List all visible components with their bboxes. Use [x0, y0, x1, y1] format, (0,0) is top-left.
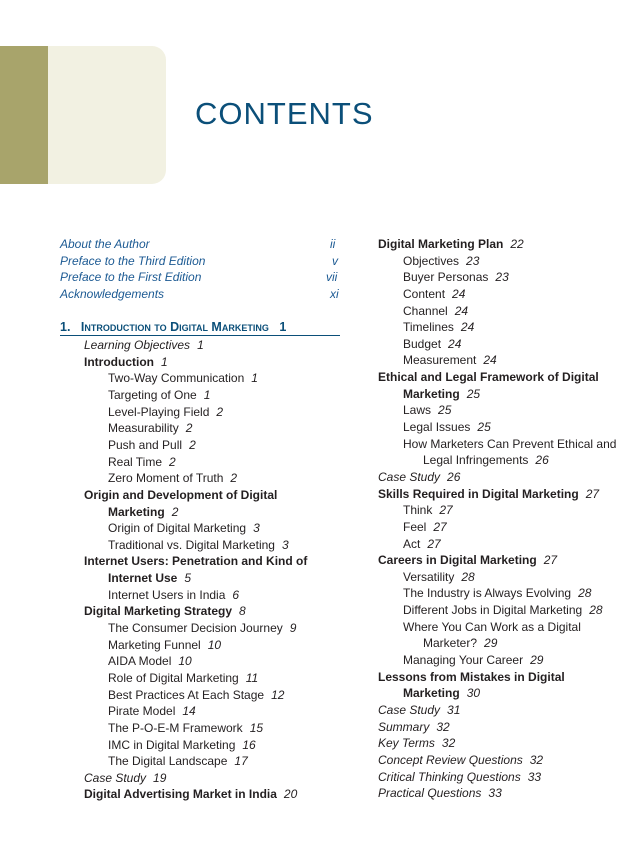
toc-subsection[interactable]: [378, 519, 634, 536]
toc-entry-label: AIDA Model: [108, 654, 172, 669]
toc-entry-label: 1.: [60, 319, 71, 334]
toc-page-number: 33: [488, 786, 502, 801]
toc-entry-label: Ethical and Legal Framework of Digital: [378, 370, 599, 385]
toc-page-number: 29: [484, 636, 498, 651]
toc-subsection[interactable]: [60, 370, 346, 387]
toc-page-number: 2: [230, 471, 238, 486]
toc-subsection[interactable]: [378, 536, 634, 553]
toc-subsection[interactable]: [60, 387, 346, 404]
toc-page-number: 2: [169, 454, 176, 469]
toc-entry-label: Case Study: [84, 770, 147, 785]
toc-page-number: 12: [271, 687, 285, 702]
toc-page-number: vii: [326, 270, 338, 285]
toc-section[interactable]: [60, 553, 346, 570]
toc-subsection[interactable]: [378, 436, 634, 453]
toc-entry-label: Case Study: [378, 469, 441, 484]
toc-subsection[interactable]: [60, 420, 346, 437]
toc-page-number: 2: [185, 421, 193, 436]
toc-section-cont[interactable]: [60, 570, 346, 587]
olive-band: [0, 46, 48, 184]
toc-entry-label: About the Author: [60, 237, 150, 251]
toc-section-cont[interactable]: [378, 685, 634, 702]
toc-page-number: 22: [510, 237, 524, 251]
toc-page-number: 27: [433, 519, 447, 534]
toc-subsection[interactable]: [60, 737, 346, 754]
toc-entry-label: Case Study: [378, 702, 441, 717]
toc-page-number: 16: [242, 737, 256, 752]
toc-right-column: [378, 236, 634, 802]
toc-page-number: 1: [251, 371, 258, 386]
toc-subsection[interactable]: [60, 620, 346, 637]
toc-entry-label: Internet Users in India: [108, 587, 226, 602]
toc-section[interactable]: [60, 487, 346, 504]
toc-subsection[interactable]: [60, 537, 346, 554]
toc-entry-label: Summary: [378, 719, 430, 734]
toc-page-number: 26: [535, 453, 549, 468]
toc-subsection[interactable]: [378, 269, 634, 286]
toc-entry-label: Where You Can Work as a Digital: [403, 619, 581, 634]
toc-entry-label: Managing Your Career: [403, 653, 524, 668]
toc-page-number: 27: [439, 503, 453, 518]
toc-entry-label: Role of Digital Marketing: [108, 670, 239, 685]
toc-entry-label: Marketing: [108, 504, 165, 519]
toc-entry-label: Marketing: [403, 686, 460, 701]
toc-entry-label: Level-Playing Field: [108, 404, 210, 419]
toc-entry-label: Push and Pull: [108, 438, 183, 452]
toc-page-number: 14: [182, 704, 196, 719]
toc-section[interactable]: [378, 552, 634, 569]
toc-entry-label: Concept Review Questions: [378, 752, 523, 767]
toc-entry-label: Traditional vs. Digital Marketing: [108, 537, 275, 552]
toc-subsection[interactable]: [378, 502, 634, 519]
toc-page-number: 3: [253, 521, 260, 536]
toc-section[interactable]: [378, 236, 634, 253]
toc-entry-label: Skills Required in Digital Marketing: [378, 486, 579, 501]
chapter-heading[interactable]: [60, 320, 340, 336]
toc-entry-label: Critical Thinking Questions: [378, 769, 521, 784]
toc-entry-label: Key Terms: [378, 736, 435, 751]
toc-page-number: 3: [281, 537, 289, 552]
toc-page-number: 20: [283, 787, 298, 802]
toc-subsection[interactable]: [60, 454, 346, 471]
toc-subsection[interactable]: [60, 404, 346, 421]
toc-entry-label: Marketing Funnel: [108, 637, 201, 652]
toc-page-number: 32: [529, 752, 544, 767]
page-title: CONTENTS: [195, 96, 374, 131]
toc-subsection[interactable]: [378, 402, 634, 419]
toc-page-number: 31: [447, 702, 461, 717]
toc-page-number: 30: [466, 686, 481, 701]
toc-page-number: 2: [171, 504, 179, 519]
toc-entry[interactable]: [60, 770, 346, 787]
toc-entry-label: The Consumer Decision Journey: [108, 621, 283, 636]
toc-entry-label: Preface to the First Edition: [60, 270, 202, 285]
toc-section[interactable]: [378, 369, 634, 386]
toc-subsection[interactable]: [60, 520, 346, 537]
toc-entry-label: Timelines: [403, 320, 454, 335]
toc-entry-label: Origin of Digital Marketing: [108, 521, 247, 536]
cream-block: [48, 46, 166, 184]
toc-entry-label: Different Jobs in Digital Marketing: [403, 603, 583, 618]
toc-page-number: 6: [232, 587, 240, 602]
toc-page-number: 1: [203, 388, 211, 403]
toc-subsection[interactable]: [60, 753, 346, 770]
toc-subsection[interactable]: [378, 286, 634, 303]
toc-section-cont[interactable]: [60, 504, 346, 521]
toc-page-number: 8: [239, 604, 246, 619]
toc-subsection[interactable]: [60, 470, 346, 487]
toc-page-number: 25: [438, 403, 452, 418]
toc-entry-label: Acknowledgements: [60, 286, 165, 301]
toc-entry-label: Digital Marketing Plan: [378, 237, 504, 251]
toc-section-cont[interactable]: [378, 386, 634, 403]
toc-front-entry[interactable]: [60, 286, 346, 303]
toc-entry-label: Buyer Personas: [403, 270, 489, 285]
toc-page-number: v: [332, 253, 338, 268]
toc-page-number: 27: [543, 553, 558, 568]
toc-entry-label: Real Time: [108, 454, 163, 469]
toc-entry-label: Zero Moment of Truth: [108, 471, 224, 486]
toc-subsection[interactable]: [60, 653, 346, 670]
toc-page-number: 11: [245, 670, 259, 685]
toc-section[interactable]: [378, 486, 634, 503]
toc-entry[interactable]: [378, 785, 634, 802]
toc-page-number: 19: [153, 770, 167, 785]
toc-subsection[interactable]: [60, 587, 346, 604]
toc-subsection[interactable]: [60, 437, 346, 454]
toc-page-number: 28: [461, 569, 475, 584]
toc-front-entry[interactable]: [60, 236, 346, 253]
toc-page-number: 28: [589, 603, 603, 618]
toc-page-number: 1: [197, 338, 204, 353]
toc-page-number: 23: [495, 270, 509, 285]
toc-subsection[interactable]: [378, 303, 634, 320]
toc-entry-label: IMC in Digital Marketing: [108, 737, 236, 752]
toc-subsection[interactable]: [378, 569, 634, 586]
toc-subsection[interactable]: [378, 319, 634, 336]
toc-page-number: 15: [249, 720, 264, 735]
toc-entry-label: The P-O-E-M Framework: [108, 720, 243, 735]
toc-entry[interactable]: [378, 735, 634, 752]
toc-page-number: 23: [466, 253, 480, 268]
toc-page-number: 33: [527, 769, 542, 784]
toc-left-column: [60, 236, 346, 803]
toc-page-number: 25: [466, 386, 481, 401]
toc-page-number: 28: [578, 586, 592, 601]
toc-subsection[interactable]: [60, 670, 346, 687]
toc-page-number: 5: [184, 571, 192, 586]
toc-front-entry[interactable]: [60, 269, 346, 286]
toc-entry-label: Marketing: [403, 386, 460, 401]
toc-entry-label: Act: [403, 536, 421, 551]
toc-subsection[interactable]: [378, 585, 634, 602]
toc-entry-label: The Industry is Always Evolving: [403, 586, 572, 601]
toc-subsection[interactable]: [60, 703, 346, 720]
toc-entry-label: Legal Issues: [403, 420, 471, 435]
toc-page-number: 32: [436, 719, 450, 734]
toc-page-number: 26: [447, 469, 461, 484]
toc-subsection-cont[interactable]: [378, 635, 634, 652]
toc-entry-label: Marketer?: [423, 636, 478, 651]
toc-entry[interactable]: [60, 337, 346, 354]
toc-subsection[interactable]: [60, 687, 346, 704]
toc-entry-label: Lessons from Mistakes in Digital: [378, 669, 565, 684]
toc-page-number: 32: [441, 736, 456, 751]
toc-entry[interactable]: [378, 769, 634, 786]
toc-subsection[interactable]: [378, 619, 634, 636]
toc-entry-label: Content: [403, 286, 446, 301]
toc-page-number: 24: [454, 303, 469, 318]
toc-entry-label: Learning Objectives: [84, 338, 191, 353]
toc-section[interactable]: [60, 603, 346, 620]
toc-page-number: 29: [530, 653, 544, 668]
toc-entry-label: Digital Advertising Market in India: [84, 787, 277, 802]
toc-subsection[interactable]: [378, 253, 634, 270]
toc-subsection[interactable]: [378, 419, 634, 436]
toc-entry-label: Careers in Digital Marketing: [378, 553, 537, 568]
toc-entry[interactable]: [378, 469, 634, 486]
toc-page-number: 2: [216, 404, 224, 419]
toc-entry-label: Laws: [403, 403, 432, 418]
toc-page-number: 10: [178, 654, 192, 669]
toc-entry-label: Preface to the Third Edition: [60, 253, 206, 268]
toc-entry-label: Internet Users: Penetration and Kind of: [84, 554, 308, 569]
toc-entry-label: How Marketers Can Prevent Ethical and: [403, 436, 617, 451]
toc-entry-label: Budget: [403, 336, 442, 351]
toc-entry-label: Versatility: [403, 569, 455, 584]
toc-entry[interactable]: [378, 719, 634, 736]
toc-page-number: 27: [427, 536, 441, 551]
toc-page-number: 1: [279, 319, 287, 334]
toc-page-number: xi: [330, 286, 339, 301]
toc-subsection[interactable]: [378, 652, 634, 669]
toc-entry-label: Best Practices At Each Stage: [108, 687, 265, 702]
toc-entry-label: Internet Use: [108, 571, 178, 586]
toc-entry-label: Introduction to Digital Marketing: [80, 319, 269, 334]
toc-page-number: ii: [330, 237, 336, 251]
toc-entry-label: Measurement: [403, 353, 477, 368]
toc-entry[interactable]: [378, 702, 634, 719]
toc-front-entry[interactable]: [60, 253, 346, 270]
toc-page-number: 2: [189, 438, 196, 452]
toc-subsection-cont[interactable]: [378, 452, 634, 469]
toc-entry-label: Think: [403, 503, 433, 518]
toc-section[interactable]: [60, 354, 346, 371]
toc-page-number: 27: [585, 486, 600, 501]
toc-entry-label: Targeting of One: [108, 388, 197, 403]
toc-entry-label: Channel: [403, 303, 448, 318]
toc-page-number: 24: [483, 353, 497, 368]
toc-section[interactable]: [378, 669, 634, 686]
toc-entry-label: Origin and Development of Digital: [84, 487, 278, 502]
toc-entry-label: Two-Way Communication: [108, 371, 245, 386]
toc-entry-label: Practical Questions: [378, 786, 482, 801]
toc-page-number: 24: [448, 336, 462, 351]
toc-entry-label: Digital Marketing Strategy: [84, 604, 233, 619]
toc-page-number: 1: [160, 354, 168, 369]
toc-page-number: 17: [234, 754, 248, 769]
toc-entry-label: The Digital Landscape: [108, 754, 228, 769]
toc-page-number: 9: [289, 621, 297, 636]
toc-section[interactable]: [60, 786, 346, 803]
toc-subsection[interactable]: [60, 637, 346, 654]
toc-entry-label: Objectives: [403, 253, 460, 268]
toc-entry[interactable]: [378, 752, 634, 769]
toc-subsection[interactable]: [378, 602, 634, 619]
toc-page-number: 24: [460, 320, 475, 335]
toc-entry-label: Pirate Model: [108, 704, 176, 719]
toc-page-number: 24: [452, 286, 466, 301]
toc-page-number: 10: [207, 637, 222, 652]
toc-entry-label: Legal Infringements: [423, 453, 529, 468]
toc-subsection[interactable]: [378, 336, 634, 353]
toc-entry-label: Feel: [403, 519, 427, 534]
toc-entry-label: Measurability: [108, 421, 179, 436]
toc-entry-label: Introduction: [84, 354, 154, 369]
toc-page-number: 25: [477, 420, 491, 435]
toc-subsection[interactable]: [60, 720, 346, 737]
toc-subsection[interactable]: [378, 352, 634, 369]
